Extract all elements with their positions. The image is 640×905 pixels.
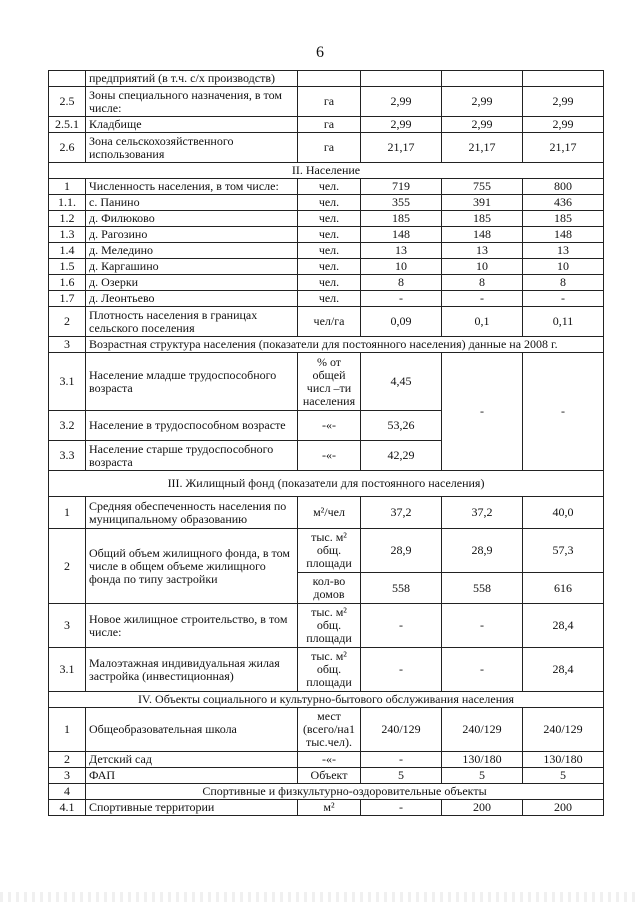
value-cell: 755 (442, 179, 523, 195)
value-cell: 13 (523, 243, 604, 259)
value-cell: - (361, 604, 442, 648)
value-cell: 5 (523, 768, 604, 784)
table-row (49, 353, 604, 411)
indicator-name: Малоэтажная индивидуальная жилая застройка (инвестиционная) (86, 648, 298, 692)
value-cell: - (361, 752, 442, 768)
value-cell: 37,2 (442, 497, 523, 529)
value-cell: - (361, 648, 442, 692)
row-number: 3.2 (49, 411, 86, 441)
value-cell: 2,99 (442, 87, 523, 117)
row-number (49, 71, 86, 87)
value-cell: 28,4 (523, 604, 604, 648)
value-cell: - (523, 291, 604, 307)
value-cell: 240/129 (523, 708, 604, 752)
value-cell: 10 (442, 259, 523, 275)
value-cell: 28,9 (442, 529, 523, 573)
row-number: 1.2 (49, 211, 86, 227)
indicator-name: Новое жилищное строительство, в том числе: (86, 604, 298, 648)
value-cell: 13 (442, 243, 523, 259)
value-cell: 10 (361, 259, 442, 275)
value-cell: 0,1 (442, 307, 523, 337)
row-number: 1 (49, 497, 86, 529)
value-cell: 800 (523, 179, 604, 195)
table-row (49, 800, 604, 816)
indicator-name: Численность населения, в том числе: (86, 179, 298, 195)
value-cell: 240/129 (442, 708, 523, 752)
indicator-name: предприятий (в т.ч. с/х производств) (86, 71, 298, 87)
row-number: 2 (49, 529, 86, 604)
value-cell: 2,99 (523, 87, 604, 117)
row-number: 1.7 (49, 291, 86, 307)
row-number: 3 (49, 337, 86, 353)
indicator-name: д. Леонтьево (86, 291, 298, 307)
row-number: 2.5.1 (49, 117, 86, 133)
value-cell (361, 71, 442, 87)
value-cell: 148 (361, 227, 442, 243)
row-number: 4 (49, 784, 86, 800)
indicator-name: Плотность населения в границах сельского поселения (86, 307, 298, 337)
value-cell: 616 (523, 573, 604, 604)
indicator-name: д. Рагозино (86, 227, 298, 243)
value-cell: 28,9 (361, 529, 442, 573)
indicator-name: Средняя обеспеченность населения по муниципальному образованию (86, 497, 298, 529)
value-cell: - (442, 291, 523, 307)
value-cell: 40,0 (523, 497, 604, 529)
table-body-top (49, 71, 604, 353)
table-row (49, 117, 604, 133)
value-cell (523, 71, 604, 87)
section-row (49, 692, 604, 708)
row-number: 2.6 (49, 133, 86, 163)
value-cell: 355 (361, 195, 442, 211)
value-cell: 37,2 (361, 497, 442, 529)
value-cell: 719 (361, 179, 442, 195)
value-cell: 2,99 (523, 117, 604, 133)
indicator-name: Спортивные территории (86, 800, 298, 816)
row-number: 3 (49, 604, 86, 648)
indicator-name: Население в трудоспособном возрасте (86, 411, 298, 441)
age-structure-block (49, 353, 604, 471)
value-cell: 2,99 (361, 87, 442, 117)
row-number: 1.3 (49, 227, 86, 243)
value-cell (442, 71, 523, 87)
unit-cell: чел. (298, 275, 361, 291)
table-row (49, 87, 604, 117)
value-cell: - (442, 353, 523, 471)
indicator-name: Общеобразовательная школа (86, 708, 298, 752)
table-row (49, 497, 604, 529)
value-cell: 2,99 (442, 117, 523, 133)
table-row (49, 337, 604, 353)
row-number: 1 (49, 708, 86, 752)
value-cell: 130/180 (442, 752, 523, 768)
social-block (49, 692, 604, 816)
row-number: 3.1 (49, 648, 86, 692)
unit-cell: м²/чел (298, 497, 361, 529)
table-row (49, 243, 604, 259)
indicator-name: Население младше трудоспособного возраста (86, 353, 298, 411)
indicator-name: Население старше трудоспособного возраста (86, 441, 298, 471)
table-row (49, 71, 604, 87)
indicator-name: Детский сад (86, 752, 298, 768)
page-number: 6 (316, 44, 324, 61)
unit-cell: -«- (298, 441, 361, 471)
value-cell: - (442, 604, 523, 648)
value-cell: 21,17 (442, 133, 523, 163)
unit-cell: тыс. м² общ. площади (298, 529, 361, 573)
table-row (49, 227, 604, 243)
row-number: 2 (49, 307, 86, 337)
value-cell: 5 (361, 768, 442, 784)
value-cell: 0,09 (361, 307, 442, 337)
value-cell: 148 (523, 227, 604, 243)
unit-cell: чел. (298, 211, 361, 227)
value-cell: 148 (442, 227, 523, 243)
unit-cell: чел. (298, 179, 361, 195)
section-title: III. Жилищный фонд (показатели для постоянного населения) (49, 471, 604, 497)
value-cell: 21,17 (361, 133, 442, 163)
row-number: 3.3 (49, 441, 86, 471)
value-cell: - (523, 353, 604, 471)
indicator-name: д. Меледино (86, 243, 298, 259)
row-number: 3 (49, 768, 86, 784)
value-cell: 130/180 (523, 752, 604, 768)
table-row (49, 752, 604, 768)
row-number: 1.1. (49, 195, 86, 211)
value-cell: 2,99 (361, 117, 442, 133)
unit-cell: га (298, 117, 361, 133)
table-row (49, 784, 604, 800)
row-number: 1.5 (49, 259, 86, 275)
value-cell: 436 (523, 195, 604, 211)
unit-cell: мест (всего/на1 тыс.чел). (298, 708, 361, 752)
table-row (49, 604, 604, 648)
indicator-name: д. Каргашино (86, 259, 298, 275)
unit-cell: чел. (298, 227, 361, 243)
value-cell: 10 (523, 259, 604, 275)
unit-cell: м² (298, 800, 361, 816)
row-number: 1.4 (49, 243, 86, 259)
value-cell: - (361, 800, 442, 816)
value-cell: 8 (523, 275, 604, 291)
indicator-name: Возрастная структура населения (показатели для постоянного населения) данные на 2008 г. (86, 337, 604, 353)
table-row (49, 195, 604, 211)
value-cell: 8 (361, 275, 442, 291)
table-row (49, 708, 604, 752)
unit-cell: чел. (298, 195, 361, 211)
value-cell: 200 (523, 800, 604, 816)
table-row (49, 307, 604, 337)
unit-cell: га (298, 133, 361, 163)
value-cell: 558 (442, 573, 523, 604)
indicators-table (48, 70, 604, 816)
subsection-title: Спортивные и физкультурно-оздоровительные объекты (86, 784, 604, 800)
indicator-name: д. Озерки (86, 275, 298, 291)
section-row (49, 163, 604, 179)
unit-cell: -«- (298, 411, 361, 441)
indicator-name: с. Панино (86, 195, 298, 211)
value-cell: 4,45 (361, 353, 442, 411)
unit-cell: чел. (298, 243, 361, 259)
table-row (49, 275, 604, 291)
section-row (49, 471, 604, 497)
value-cell: 57,3 (523, 529, 604, 573)
value-cell: - (361, 291, 442, 307)
row-number: 2 (49, 752, 86, 768)
table-row (49, 291, 604, 307)
row-number: 1.6 (49, 275, 86, 291)
value-cell: 42,29 (361, 441, 442, 471)
unit-cell: га (298, 87, 361, 117)
unit-cell: чел. (298, 259, 361, 275)
unit-cell: -«- (298, 752, 361, 768)
row-number: 3.1 (49, 353, 86, 411)
table-row (49, 133, 604, 163)
table-row (49, 529, 604, 573)
table-row (49, 211, 604, 227)
value-cell: 8 (442, 275, 523, 291)
value-cell: 200 (442, 800, 523, 816)
unit-cell: % от общей числ –ти населения (298, 353, 361, 411)
row-number: 2.5 (49, 87, 86, 117)
value-cell: 13 (361, 243, 442, 259)
table-row (49, 259, 604, 275)
indicator-name: ФАП (86, 768, 298, 784)
unit-cell (298, 71, 361, 87)
row-number: 4.1 (49, 800, 86, 816)
value-cell: 53,26 (361, 411, 442, 441)
value-cell: - (442, 648, 523, 692)
value-cell: 21,17 (523, 133, 604, 163)
indicator-name: Общий объем жилищного фонда, в том числе в общем объеме жилищного фонда по типу застройки (86, 529, 298, 604)
unit-cell: тыс. м² общ. площади (298, 604, 361, 648)
table-row (49, 648, 604, 692)
value-cell: 185 (361, 211, 442, 227)
section-title: II. Население (49, 163, 604, 179)
value-cell: 558 (361, 573, 442, 604)
row-number: 1 (49, 179, 86, 195)
housing-block (49, 471, 604, 692)
value-cell: 5 (442, 768, 523, 784)
value-cell: 185 (523, 211, 604, 227)
indicator-name: Кладбище (86, 117, 298, 133)
value-cell: 240/129 (361, 708, 442, 752)
indicator-name: Зоны специального назначения, в том числе: (86, 87, 298, 117)
indicator-name: д. Филюково (86, 211, 298, 227)
unit-cell: кол-во домов (298, 573, 361, 604)
table-row (49, 179, 604, 195)
unit-cell: чел/га (298, 307, 361, 337)
value-cell: 391 (442, 195, 523, 211)
scan-artifact (0, 892, 640, 902)
value-cell: 28,4 (523, 648, 604, 692)
unit-cell: Объект (298, 768, 361, 784)
value-cell: 0,11 (523, 307, 604, 337)
indicator-name: Зона сельскохозяйственного использования (86, 133, 298, 163)
unit-cell: чел. (298, 291, 361, 307)
table-row (49, 768, 604, 784)
value-cell: 185 (442, 211, 523, 227)
unit-cell: тыс. м² общ. площади (298, 648, 361, 692)
section-title: IV. Объекты социального и культурно-бытового обслуживания населения (49, 692, 604, 708)
